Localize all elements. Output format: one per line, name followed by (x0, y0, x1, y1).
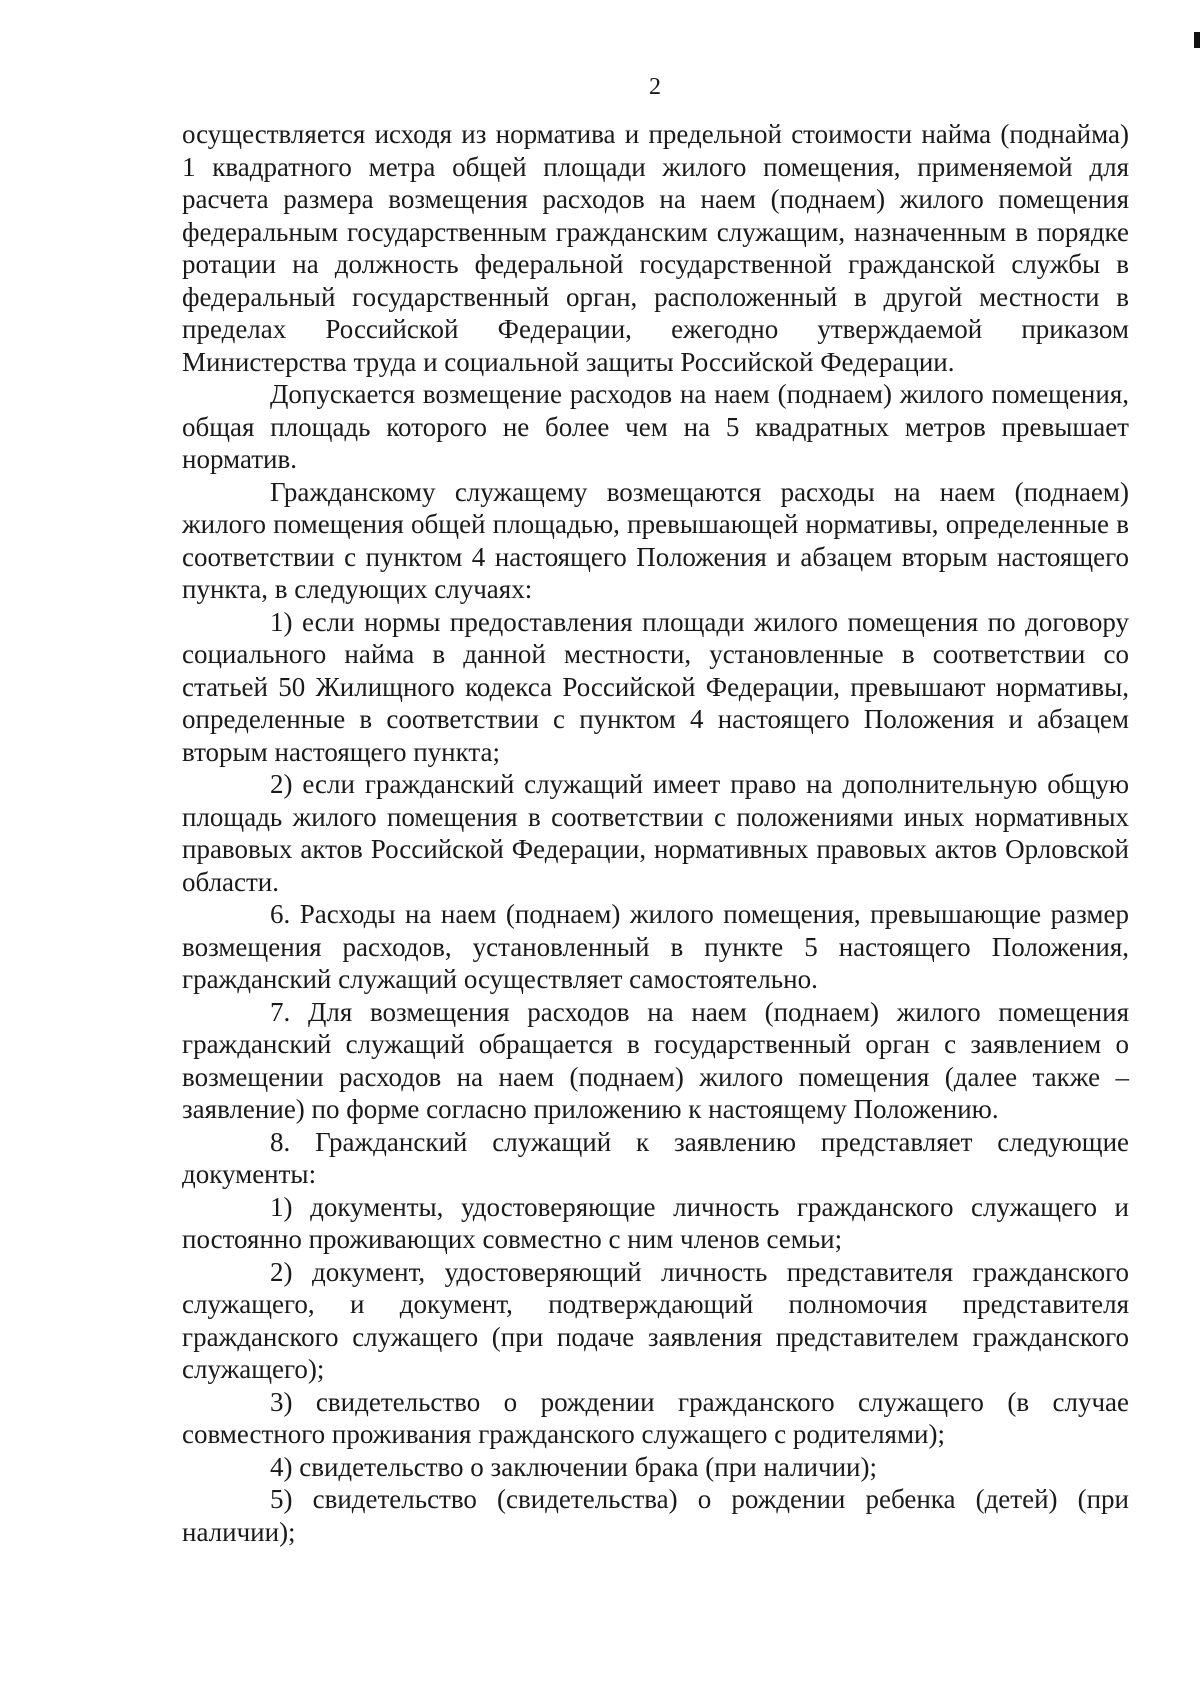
scan-edge-mark (1194, 32, 1200, 48)
list-item: 4) свидетельство о заключении брака (при наличии); (270, 1451, 877, 1482)
list-item: 2) документ, удостоверяющий личность представителя гражданского служащего, и документ, подтверждающий полномочия представителя гражданского служащего (при подаче заявления представителем гражданского служащего); (182, 1256, 1129, 1384)
section-6-paragraph: 6. Расходы на наем (поднаем) жилого помещения, превышающие размер возмещения расходов, установленный в пункте 5 настоящего Положения, гражданский служащий осуществляет самостоятельно. (182, 899, 1129, 994)
paragraph-continuation: осуществляется исходя из норматива и предельной стоимости найма (поднайма) 1 квадратного метра общей площади жилого помещения, применяемой для расчета размера возмещения расходов на наем (поднаем) жилого помещения федеральным государственным гражданским служащим, назначенным в порядке ротации на должность федеральной государственной гражданской службы в федеральный государственный орган, расположенный в другой местности в пределах Российской Федерации, ежегодно утверждаемой приказом Министерства труда и социальной защиты Российской Федерации. (182, 119, 1129, 377)
page-number: 2 (649, 74, 661, 100)
paragraph: Гражданскому служащему возмещаются расходы на наем (поднаем) жилого помещения общей площадью, превышающей нормативы, определенные в соответствии с пунктом 4 настоящего Положения и абзацем вторым настоящего пункта, в следующих случаях: (182, 476, 1129, 604)
list-item: 1) документы, удостоверяющие личность гражданского служащего и постоянно проживающих совместно с ним членов семьи; (182, 1191, 1129, 1254)
section-7-paragraph: 7. Для возмещения расходов на наем (поднаем) жилого помещения гражданский служащий обращается в государственный орган с заявлением о возмещении расходов на наем (поднаем) жилого помещения (далее также – заявление) по форме согласно приложению к настоящему Положению. (182, 996, 1129, 1124)
list-item: 5) свидетельство (свидетельства) о рождении ребенка (детей) (при наличии); (182, 1484, 1129, 1547)
document-body (182, 118, 1129, 1548)
list-item: 1) если нормы предоставления площади жилого помещения по договору социального найма в данной местности, установленные в соответствии со статьей 50 Жилищного кодекса Российской Федерации, превышают нормативы, определенные в соответствии с пунктом 4 настоящего Положения и абзацем вторым настоящего пункта; (182, 606, 1129, 767)
section-8-paragraph: 8. Гражданский служащий к заявлению представляет следующие документы: (182, 1126, 1129, 1189)
list-item: 3) свидетельство о рождении гражданского служащего (в случае совместного проживания гражданского служащего с родителями); (182, 1386, 1129, 1449)
paragraph: Допускается возмещение расходов на наем (поднаем) жилого помещения, общая площадь которого не более чем на 5 квадратных метров превышает норматив. (182, 379, 1129, 474)
list-item: 2) если гражданский служащий имеет право на дополнительную общую площадь жилого помещения в соответствии с положениями иных нормативных правовых актов Российской Федерации, нормативных правовых актов Орловской области. (182, 769, 1129, 897)
